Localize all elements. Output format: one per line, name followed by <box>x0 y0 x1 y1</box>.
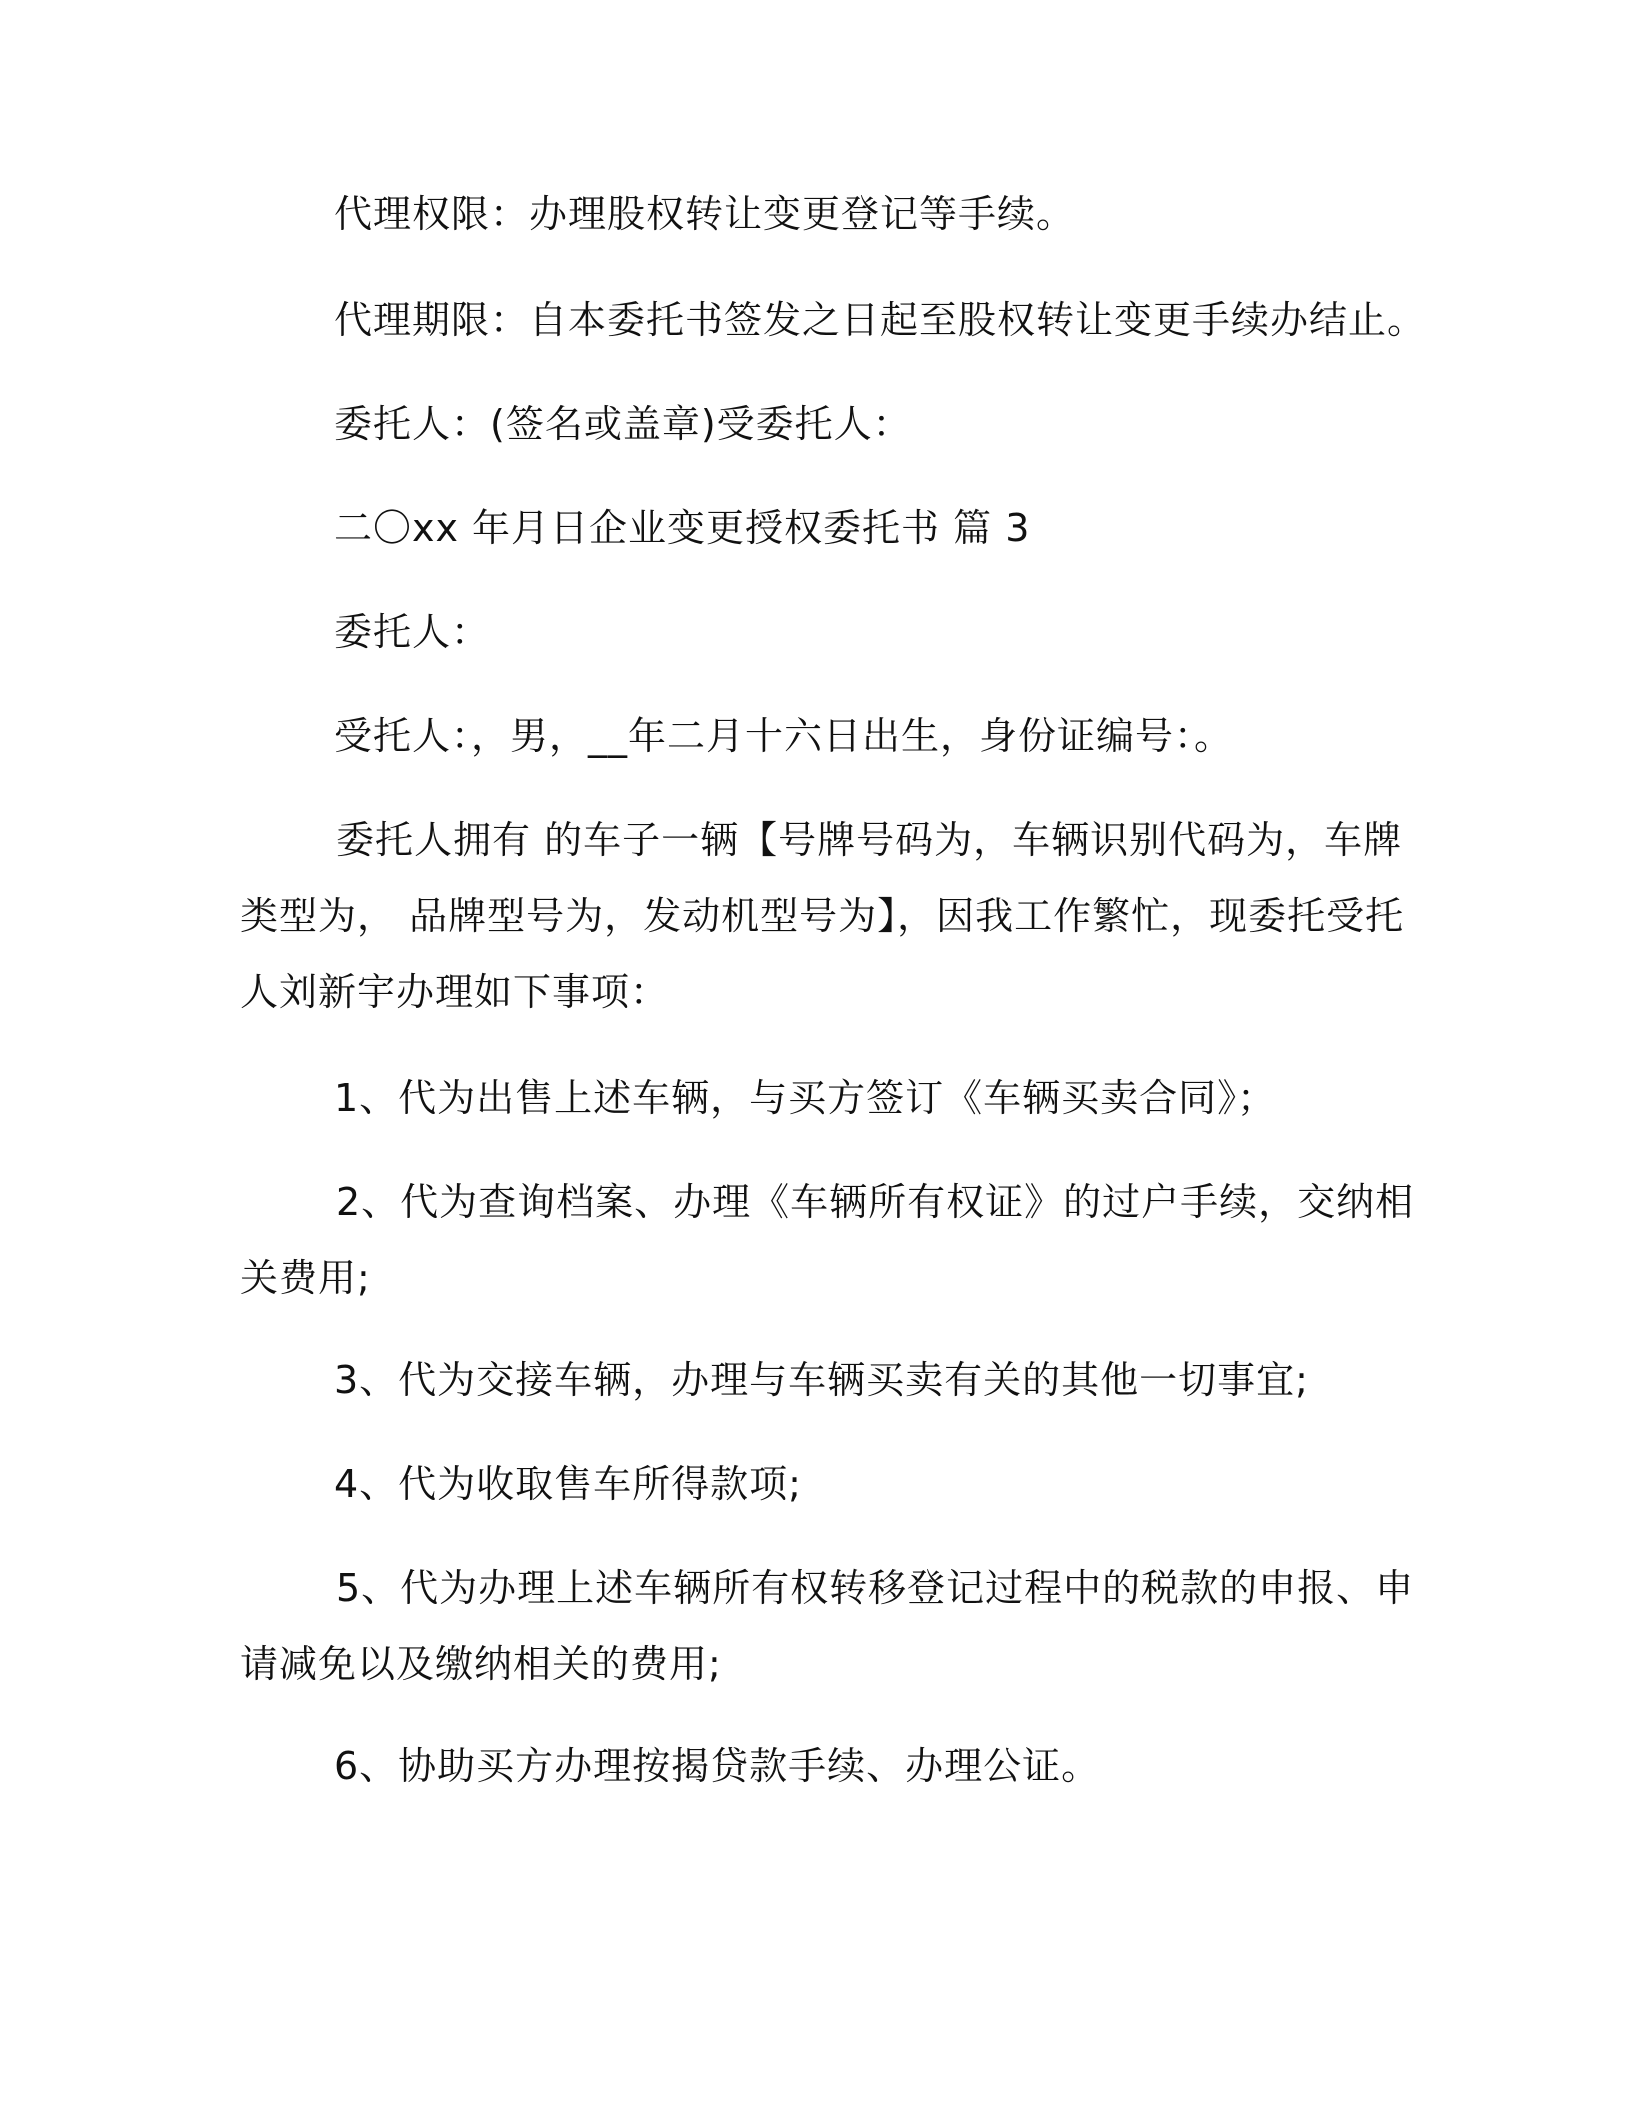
paragraph-principal: 委托人： <box>334 610 491 654</box>
list-item-2 <box>240 1164 1415 1316</box>
paragraph-agent: 受托人：，男，__年二月十六日出生，身份证编号：。 <box>334 714 1234 758</box>
list-item-3: 3、代为交接车辆，办理与车辆买卖有关的其他一切事宜; <box>334 1358 1309 1402</box>
list-item-6: 6、协助买方办理按揭贷款手续、办理公证。 <box>334 1744 1101 1788</box>
paragraph-vehicle <box>240 802 1405 1030</box>
list-item-2-line: 关费用; <box>240 1256 371 1300</box>
section-heading: 二〇xx 年月日企业变更授权委托书 篇 3 <box>334 506 1031 550</box>
paragraph-agency-scope: 代理权限：办理股权转让变更登记等手续。 <box>334 192 1076 236</box>
list-item-1: 1、代为出售上述车辆，与买方签订《车辆买卖合同》； <box>334 1076 1277 1120</box>
paragraph-vehicle-line: 类型为， 品牌型号为，发动机型号为】，因我工作繁忙，现委托受托 <box>240 894 1405 938</box>
paragraph-vehicle-line: 委托人拥有 的车子一辆【号牌号码为，车辆识别代码为，车牌 <box>336 818 1403 862</box>
list-item-5 <box>240 1550 1415 1702</box>
paragraph-vehicle-line: 人刘新宇办理如下事项： <box>240 970 670 1014</box>
list-item-5-line: 请减免以及缴纳相关的费用; <box>240 1642 722 1686</box>
list-item-4: 4、代为收取售车所得款项; <box>334 1462 802 1506</box>
list-item-2-line: 2、代为查询档案、办理《车辆所有权证》的过户手续，交纳相 <box>336 1180 1415 1224</box>
paragraph-signatures: 委托人：(签名或盖章)受委托人： <box>334 402 912 446</box>
paragraph-agency-term: 代理期限：自本委托书签发之日起至股权转让变更手续办结止。 <box>334 298 1427 342</box>
list-item-5-line: 5、代为办理上述车辆所有权转移登记过程中的税款的申报、申 <box>336 1566 1415 1610</box>
